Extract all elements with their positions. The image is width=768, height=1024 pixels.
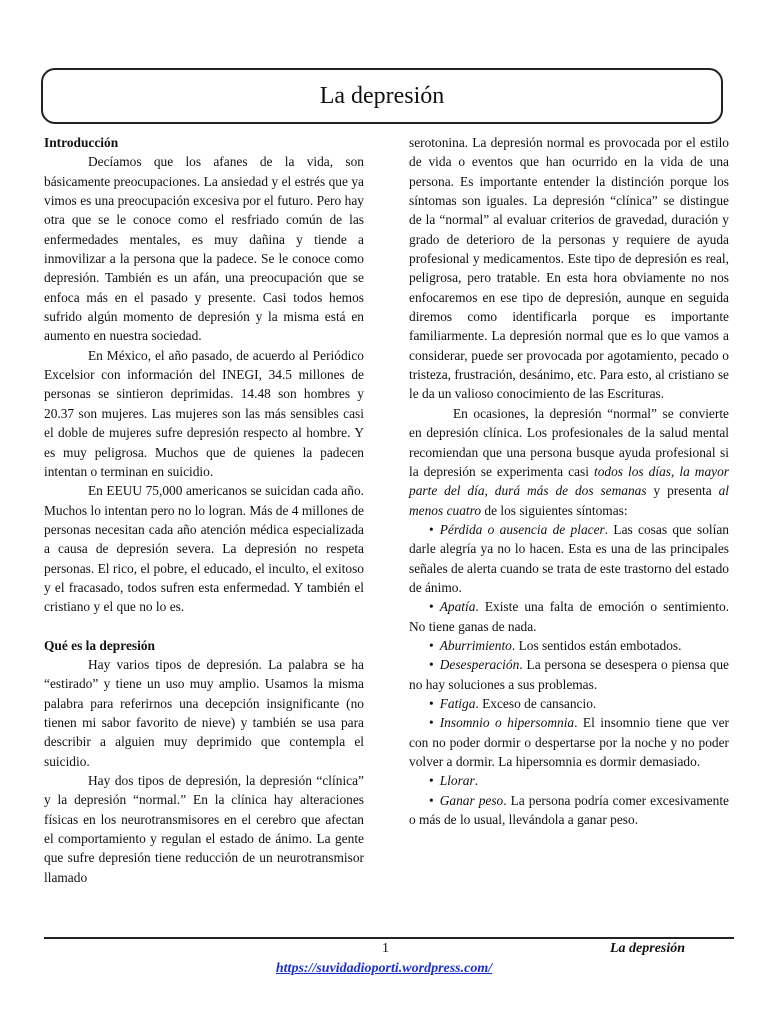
list-item <box>409 771 729 790</box>
footer-divider <box>44 937 734 939</box>
footer-link[interactable]: https://suvidadioporti.wordpress.com/ <box>275 961 493 976</box>
page-title: La depresión <box>319 82 445 109</box>
bullet-icon: • <box>429 599 434 615</box>
list-item <box>409 520 729 597</box>
symptom-text: . La persona podría comer excesivamente o más de lo usual, llevándola a ganar peso. <box>409 792 729 828</box>
paragraph: Hay varios tipos de depresión. La palabra se ha “estirado” y tiene un uso muy amplio. Usamos la misma palabra para referirnos una decepción insignificante (no tienen mi sabor favorito de nieve) y también se usa para describir a alguien muy deprimido que contempla el suicidio. <box>44 656 364 769</box>
symptom-text: . <box>474 773 479 789</box>
text-span: de los siguientes síntomas: <box>481 502 628 518</box>
bullet-icon: • <box>429 657 434 673</box>
symptom-text: . Existe una falta de emoción o sentimiento. No tiene ganas de nada. <box>409 599 729 634</box>
list-item <box>409 597 729 636</box>
bullet-icon: • <box>429 792 434 808</box>
paragraph: Hay dos tipos de depresión, la depresión “clínica” y la depresión “normal.” En la clínica hay alteraciones físicas en los neurotransmisores en el cerebro que afectan el comportamiento y regulan el estado de ánimo. La gente que sufre depresión tiene reducción de un neurotransmisor llamado <box>44 773 364 885</box>
bullet-icon: • <box>429 695 434 711</box>
heading-introduccion: Introducción <box>44 135 119 150</box>
list-item <box>409 694 729 713</box>
list-item <box>409 655 729 694</box>
spacer <box>44 617 364 636</box>
bullet-icon: • <box>429 715 434 731</box>
right-column <box>409 133 729 829</box>
symptom-term: Aburrimiento <box>439 637 512 653</box>
italic-span: al menos cuatro <box>409 483 729 518</box>
symptom-term: Llorar <box>439 773 475 789</box>
symptom-term: Ganar peso <box>439 792 504 808</box>
text-span: y presenta <box>646 483 719 499</box>
paragraph: En EEUU 75,000 americanos se suicidan cada año. Muchos lo intentan pero no lo logran. Más de 4 millones de personas necesitan cada año atención médica especializada a causa de depresión severa. La depresión no respeta personas. El rico, el pobre, el educado, el inculto, el exitoso y el fracasado, todos sufren esta enfermedad. Y también el cristiano y el que no lo es. <box>44 483 364 615</box>
list-item <box>409 636 729 655</box>
text-span: En ocasiones, la depresión “normal” se convierte en depresión clínica. Los profesionales de la salud mental recomiendan que una persona busque ayuda profesional si la depresión se experimenta casi <box>409 405 729 479</box>
list-item <box>409 791 729 830</box>
title-box <box>41 68 723 124</box>
heading-que-es: Qué es la depresión <box>44 637 155 653</box>
page-number: 1 <box>382 941 389 956</box>
left-column <box>44 133 364 887</box>
symptom-term: Insomnio o hipersomnia <box>439 715 575 731</box>
list-item <box>409 713 729 771</box>
symptom-term: Desesperación <box>439 657 520 673</box>
bullet-icon: • <box>429 773 434 789</box>
paragraph: Decíamos que los afanes de la vida, son básicamente preocupaciones. La ansiedad y el estrés que ya vimos es una preocupación excesiva por el futuro. Pero hay otra que se le conoce como el resfriado común de las enfermedades mentales, es muy dañina y tiende a inmovilizar a la persona que la padece. Se le conoce como depresión. También es un afán, una preocupación que se enfoca más en el pasado y presente. Casi todos hemos sufrido algún momento de depresión y la misma está en aumento en nuestra sociedad. <box>44 154 364 344</box>
bullet-icon: • <box>429 521 434 537</box>
symptom-text: . Las cosas que solían darle alegría ya no lo hacen. Esta es una de las principales señales de alerta cuando se trata de este trastorno del estado de ánimo. <box>409 521 729 595</box>
italic-span: todos los días <box>593 463 671 479</box>
footer-title: La depresión <box>610 941 686 956</box>
symptom-text: . La persona se desespera o piensa que no hay soluciones a sus problemas. <box>409 657 729 692</box>
symptom-list <box>409 520 729 830</box>
text-span: , <box>670 463 680 479</box>
paragraph <box>409 404 729 520</box>
bullet-icon: • <box>429 637 434 653</box>
italic-span: la mayor parte del día <box>409 463 730 499</box>
paragraph: serotonina. La depresión normal es provocada por el estilo de vida o eventos que han ocurrido en la vida de una persona. Es importante entender la distinción porque los síntomas son iguales. La depresión “clínica” se distingue de la “normal” al evaluar criterios de gravedad, duración y grado de deterioro de la personas y requiere de ayuda profesional y medicamentos. Este tipo de depresión es real, peligrosa, pero tratable. En esta hora obviamente no nos enfocaremos en ese tipo de depresión, aunque en seguida diremos como identificarla porque es importante familiarmente. La depresión normal que es lo que vamos a considerar, puede ser provocada por agotamiento, pecado o tristeza, frustración, desánimo, etc. Para esto, al cristiano se le da un valioso conocimiento de las Escrituras. <box>409 135 729 402</box>
symptom-text: . El insomnio tiene que ver con no poder dormir o despertarse por la noche y no poder volver a dormir. La hipersomnia es dormir demasiado. <box>409 715 729 769</box>
symptom-text: . Los sentidos están embotados. <box>511 637 682 653</box>
symptom-term: Pérdida o ausencia de placer <box>439 521 605 537</box>
italic-span: durá más de dos semanas <box>494 483 647 499</box>
paragraph: En México, el año pasado, de acuerdo al Periódico Excelsior con información del INEGI, 34.5 millones de personas se sintieron deprimidas. 14.48 son hombres y 20.37 son mujeres. Las mujeres son las más sensibles casi el doble de mujeres sufre depresión respecto al hombre. Y es muy peligrosa. Muchos que de quienes la padecen intentan o terminan en suicidio. <box>44 347 364 479</box>
symptom-text: . Exceso de cansancio. <box>475 695 597 711</box>
symptom-term: Apatía <box>439 599 476 615</box>
symptom-term: Fatiga <box>439 695 476 711</box>
text-span: , <box>484 483 495 499</box>
